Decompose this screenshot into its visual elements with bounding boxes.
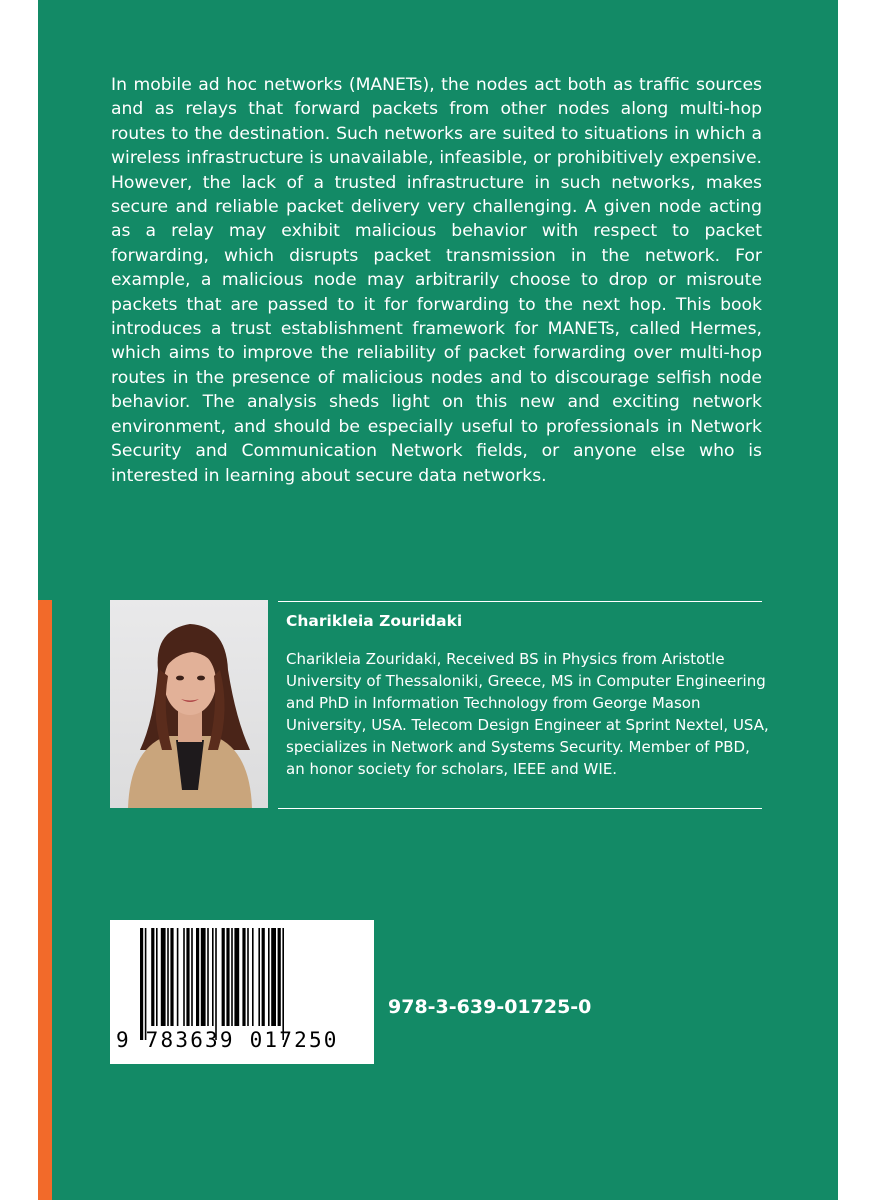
barcode: [110, 920, 374, 1064]
author-photo: [110, 600, 268, 808]
author-bio: Charikleia Zouridaki, Received BS in Physics from Aristotle University of Thessaloniki, Greece, MS in Computer Engineering and PhD in Information Technology from George Mason University, USA. Telecom Design Engineer at Sprint Nextel, USA, specializes in Network and Systems Security. Member of PBD, an honor society for scholars, IEEE and WIE.: [286, 650, 769, 778]
accent-strip: [38, 600, 52, 1200]
book-back-cover: [38, 0, 838, 1200]
author-name: Charikleia Zouridaki: [286, 612, 463, 630]
barcode-digits: 9 783639 017250: [116, 1028, 339, 1052]
author-divider-top: [278, 601, 762, 602]
isbn-number: 978-3-639-01725-0: [388, 996, 592, 1018]
book-description: In mobile ad hoc networks (MANETs), the nodes act both as traffic sources and as relays that forward packets from other nodes along multi-hop routes to the destination. Such networks are suited to situations in which a wireless infrastructure is unavailable, infeasible, or prohibitively expensive. However, the lack of a trusted infrastructure in such networks, makes secure and reliable packet delivery very challenging. A given node acting as a relay may exhibit malicious behavior with respect to packet forwarding, which disrupts packet transmission in the network. For example, a malicious node may arbitrarily choose to drop or misroute packets that are passed to it for forwarding to the next hop. This book introduces a trust establishment framework for MANETs, called Hermes, which aims to improve the reliability of packet forwarding over multi-hop routes in the presence of malicious nodes and to discourage selfish node behavior. The analysis sheds light on this new and exciting network environment, and should be especially useful to professionals in Network Security and Communication Network fields, or anyone else who is interested in learning about secure data networks.: [111, 75, 762, 486]
author-divider-bottom: [278, 808, 762, 809]
